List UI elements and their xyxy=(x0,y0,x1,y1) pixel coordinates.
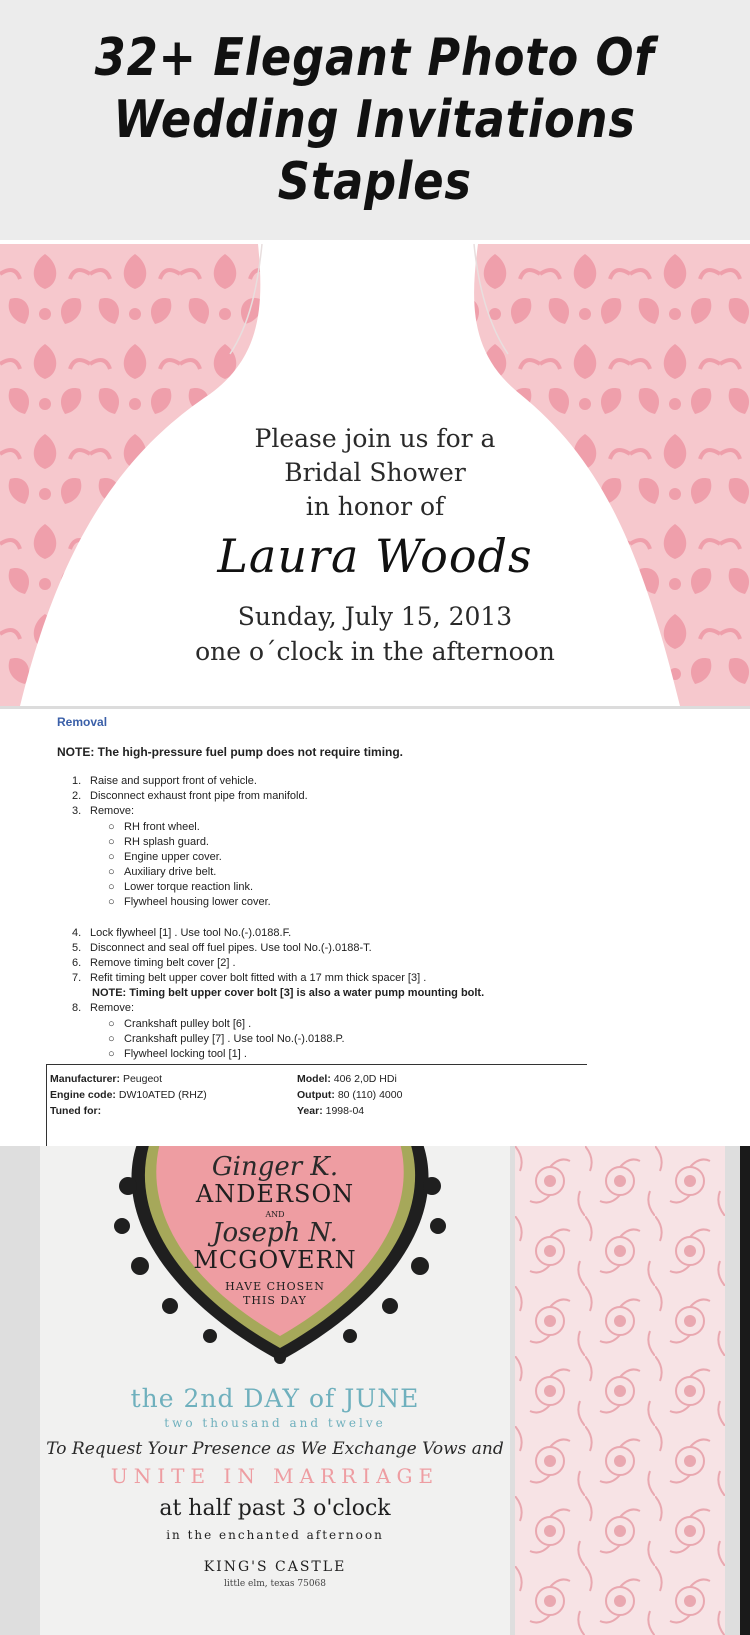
shower-line-1: Please join us for a xyxy=(254,424,496,453)
unite-line: UNITE IN MARRIAGE xyxy=(110,1464,440,1488)
step-item: 1. Raise and support front of vehicle. xyxy=(72,775,257,787)
venue-name: KING'S CASTLE xyxy=(203,1559,347,1575)
wedding-year: two thousand and twelve xyxy=(164,1416,386,1430)
step-item: 6. Remove timing belt cover [2] . xyxy=(72,957,236,969)
wedding-invitation-image xyxy=(0,1146,750,1635)
manual-note-2: NOTE: Timing belt upper cover bolt [3] is also a water pump mounting bolt. xyxy=(92,987,485,999)
step-item: 8. Remove: xyxy=(72,1002,135,1014)
chosen-line-1: HAVE CHOSEN xyxy=(225,1280,325,1293)
groom-first-name: Joseph N. xyxy=(212,1218,338,1248)
year-field: Year: 1998-04 xyxy=(297,1105,365,1117)
sub-item: ○ Flywheel housing lower cover. xyxy=(108,896,271,908)
floral-pink-paper xyxy=(515,1146,725,1635)
page-header xyxy=(0,0,750,240)
sub-item: ○ RH front wheel. xyxy=(108,821,200,833)
bride-first-name: Ginger K. xyxy=(211,1152,339,1182)
page-title-line-2: Wedding Invitations xyxy=(113,90,637,150)
honoree-name: Laura Woods xyxy=(217,529,533,583)
dark-edge xyxy=(740,1146,750,1635)
step-item: 5. Disconnect and seal off fuel pipes. Use tool No.(-).0188-T. xyxy=(72,942,372,954)
bridal-shower-image xyxy=(0,244,750,706)
vehicle-info-box xyxy=(46,1064,587,1149)
page-title-line-3: Staples xyxy=(277,152,473,212)
manufacturer-field: Manufacturer: Peugeot xyxy=(50,1073,163,1085)
ceremony-time: at half past 3 o'clock xyxy=(159,1496,391,1521)
chosen-line-2: THIS DAY xyxy=(243,1294,307,1307)
step-item: 3. Remove: xyxy=(72,805,135,817)
request-line: To Request Your Presence as We Exchange Vows and xyxy=(46,1439,504,1459)
output-field: Output: 80 (110) 4000 xyxy=(297,1089,403,1101)
step-item: 2. Disconnect exhaust front pipe from manifold. xyxy=(72,790,308,802)
groom-surname: MCGOVERN xyxy=(193,1246,357,1274)
manual-note: NOTE: The high-pressure fuel pump does not require timing. xyxy=(57,745,404,759)
sub-item: ○ Auxiliary drive belt. xyxy=(108,866,217,878)
service-manual-image xyxy=(0,706,750,1149)
shower-time: one o´clock in the afternoon xyxy=(195,637,555,666)
shower-line-3: in honor of xyxy=(305,492,445,521)
sub-item: ○ Flywheel locking tool [1] . xyxy=(108,1048,247,1060)
step-item: 4. Lock flywheel [1] . Use tool No.(-).0188.F. xyxy=(72,927,292,939)
sub-item: ○ RH splash guard. xyxy=(108,836,209,848)
enchanted-line: in the enchanted afternoon xyxy=(166,1528,384,1542)
model-field: Model: 406 2,0D HDi xyxy=(297,1073,397,1085)
shower-date: Sunday, July 15, 2013 xyxy=(237,602,513,631)
floral-pattern xyxy=(515,1146,725,1635)
page-title-line-1: 32+ Elegant Photo Of xyxy=(94,28,656,88)
step-item: 7. Refit timing belt upper cover bolt fitted with a 17 mm thick spacer [3] . xyxy=(72,972,427,984)
sub-item: ○ Crankshaft pulley [7] . Use tool No.(-).0188.P. xyxy=(108,1033,345,1045)
section-heading: Removal xyxy=(57,715,108,729)
engine-code-field: Engine code: DW10ATED (RHZ) xyxy=(50,1089,207,1101)
bride-surname: ANDERSON xyxy=(195,1180,355,1208)
sub-item: ○ Engine upper cover. xyxy=(108,851,222,863)
tuned-for-field: Tuned for: xyxy=(50,1105,102,1117)
wedding-date: the 2nd DAY of JUNE xyxy=(130,1384,420,1413)
and-word: AND xyxy=(265,1210,285,1219)
sub-item: ○ Crankshaft pulley bolt [6] . xyxy=(108,1018,252,1030)
venue-address: little elm, texas 75068 xyxy=(223,1579,326,1589)
shower-line-2: Bridal Shower xyxy=(284,458,466,487)
sub-item: ○ Lower torque reaction link. xyxy=(108,881,254,893)
